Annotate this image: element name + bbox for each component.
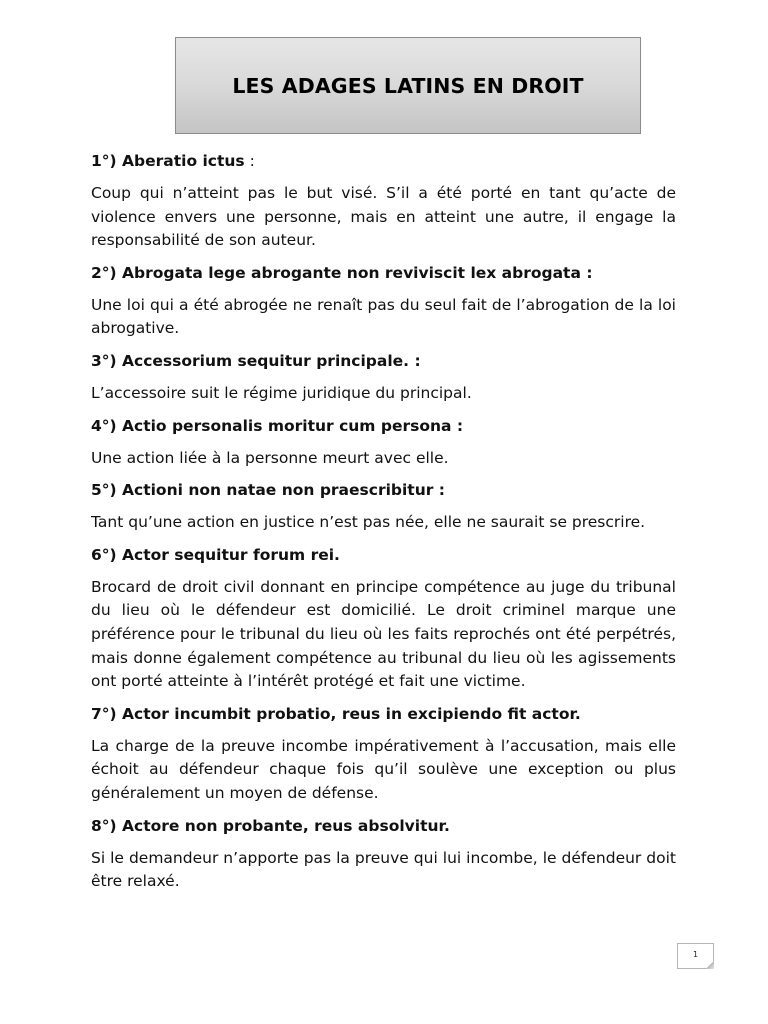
entry-text-8: Si le demandeur n’apporte pas la preuve qui lui incombe, le défendeur doit être relaxé. [91,848,676,891]
entry-heading-4 [91,415,676,438]
entry-term-2: 2°) Abrogata lege abrogante non reviviscit lex abrogata : [91,263,593,282]
entry-term-8: 8°) Actore non probante, reus absolvitur. [91,816,450,835]
entry-suffix-1: : [244,152,255,170]
entry-text-1: Coup qui n’atteint pas le but visé. S’il a été porté en tant qu’acte de violence envers une personne, mais en atteint une autre, il engage la responsabilité de son auteur. [91,184,676,250]
entry-text-6: Brocard de droit civil donnant en principe compétence au juge du tribunal du lieu où le défendeur est domicilié. Le droit criminel marque une préférence pour le tribunal du lieu où les faits reprochés ont été perpétrés, mais donne également compétence au tribunal du lieu où les agissements ont porté atteinte à l’intérêt protégé et fait une victime. [91,577,676,691]
entry-term-6: 6°) Actor sequitur forum rei. [91,545,340,564]
entry-heading-7 [91,703,676,726]
entry-heading-3 [91,350,676,373]
entry-heading-6 [91,544,676,567]
entry-term-3: 3°) Accessorium sequitur principale. : [91,351,421,370]
entry-term-1: 1°) Aberatio ictus [91,152,245,170]
entry-text-2: Une loi qui a été abrogée ne renaît pas du seul fait de l’abrogation de la loi abrogative. [91,295,676,338]
document-title: LES ADAGES LATINS EN DROIT [232,73,584,98]
entry-term-4: 4°) Actio personalis moritur cum persona : [91,416,464,435]
page-number: 1 [677,943,714,969]
entry-heading-8 [91,815,676,838]
entry-text-3: L’accessoire suit le régime juridique du principal. [91,383,472,402]
entry-text-4: Une action liée à la personne meurt avec elle. [91,448,449,467]
entry-heading-2 [91,262,676,285]
entry-heading-5 [91,479,676,502]
entry-text-5: Tant qu’une action en justice n’est pas née, elle ne saurait se prescrire. [91,513,646,532]
entry-term-5: 5°) Actioni non natae non praescribitur : [91,481,445,500]
entry-heading-1 [91,150,676,173]
document-body [91,150,676,903]
entry-text-7: La charge de la preuve incombe impérativement à l’accusation, mais elle échoit au défendeur chaque fois qu’il soulève une exception ou plus généralement un moyen de défense. [91,736,676,802]
entry-term-7: 7°) Actor incumbit probatio, reus in excipiendo fit actor. [91,704,581,723]
title-box [175,37,641,134]
